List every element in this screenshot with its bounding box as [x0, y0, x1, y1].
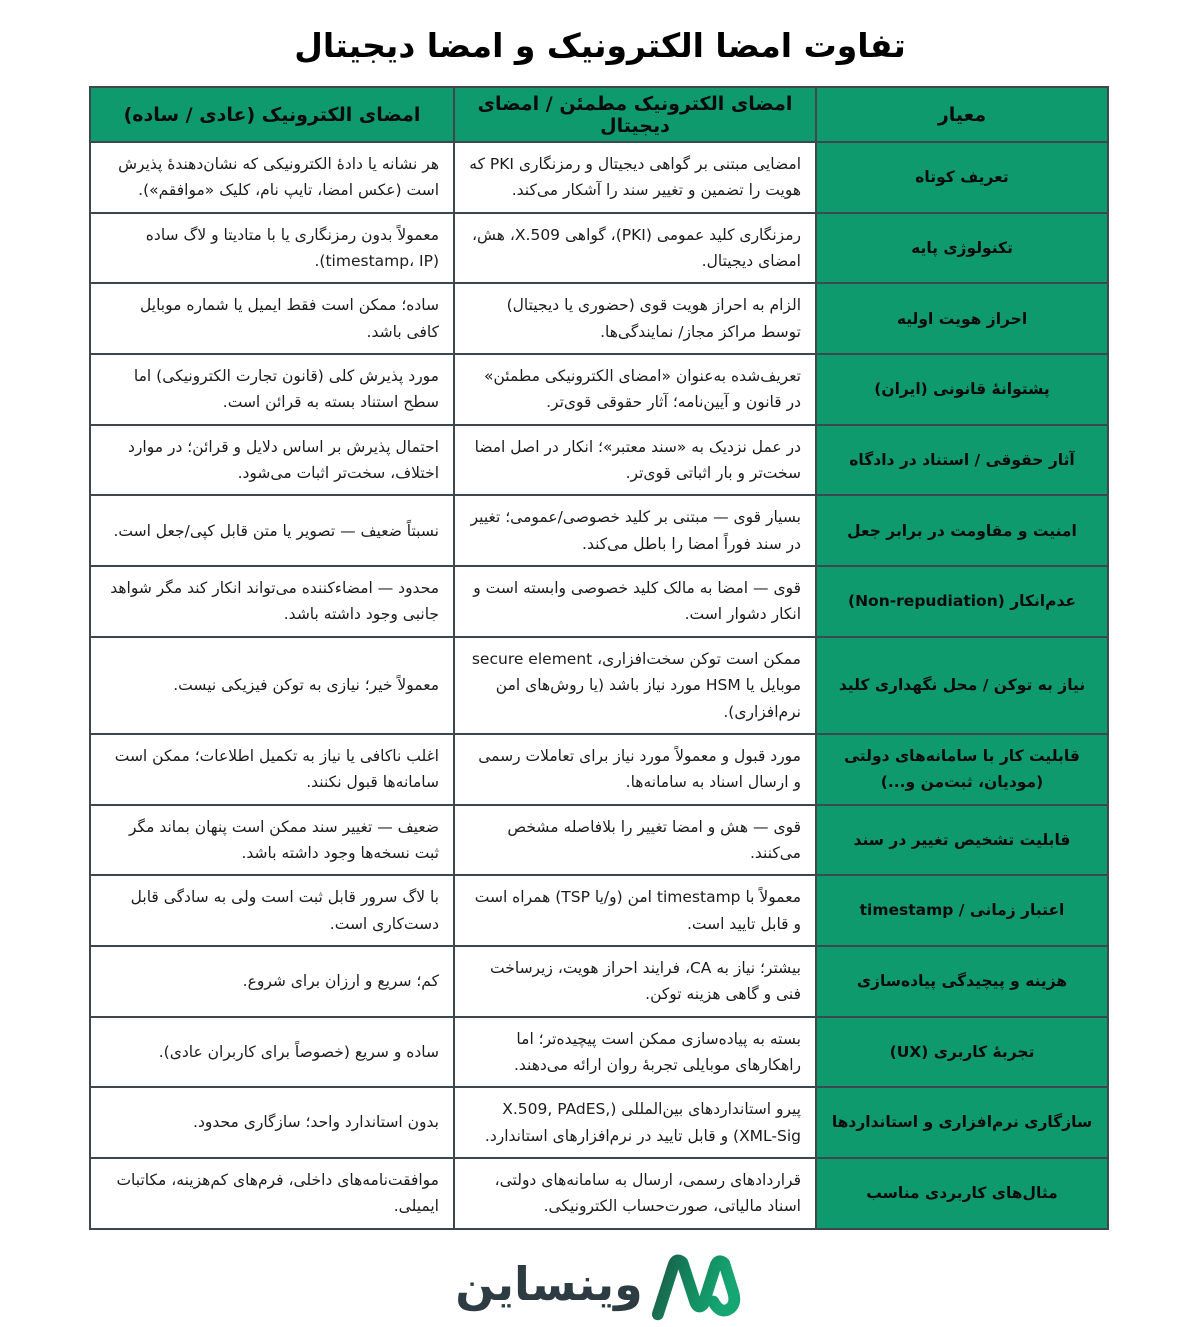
- criterion-cell: سازگاری نرم‌افزاری و استانداردها: [816, 1087, 1108, 1158]
- table-row: [90, 495, 1108, 566]
- digital-signature-cell: رمزنگاری کلید عمومی (PKI)، گواهی X.509، هش، امضای دیجیتال.: [454, 213, 816, 284]
- header-digital-signature: امضای الکترونیک مطمئن / امضای دیجیتال: [454, 87, 816, 142]
- table-row: [90, 734, 1108, 805]
- criterion-cell: تعریف کوتاه: [816, 142, 1108, 213]
- table-row: [90, 637, 1108, 734]
- simple-signature-cell: اغلب ناکافی یا نیاز به تکمیل اطلاعات؛ ممکن است سامانه‌ها قبول نکنند.: [90, 734, 454, 805]
- criterion-cell: تجربهٔ کاربری (UX): [816, 1017, 1108, 1088]
- simple-signature-cell: با لاگ سرور قابل ثبت است ولی به سادگی قابل دست‌کاری است.: [90, 875, 454, 946]
- digital-signature-cell: تعریف‌شده به‌عنوان «امضای الکترونیکی مطمئن» در قانون و آیین‌نامه؛ آثار حقوقی قوی‌تر.: [454, 354, 816, 425]
- criterion-cell: تکنولوژی پایه: [816, 213, 1108, 284]
- simple-signature-cell: معمولاً بدون رمزنگاری یا با متادیتا و لاگ ساده (timestamp، IP).: [90, 213, 454, 284]
- simple-signature-cell: ضعیف — تغییر سند ممکن است پنهان بماند مگر ثبت نسخه‌ها وجود داشته باشد.: [90, 805, 454, 876]
- simple-signature-cell: کم؛ سریع و ارزان برای شروع.: [90, 946, 454, 1017]
- table-row: [90, 142, 1108, 213]
- digital-signature-cell: معمولاً با timestamp امن (و/یا TSP) همراه است و قابل تایید است.: [454, 875, 816, 946]
- digital-signature-cell: در عمل نزدیک به «سند معتبر»؛ انکار در اصل امضا سخت‌تر و بار اثباتی قوی‌تر.: [454, 425, 816, 496]
- criterion-cell: هزینه و پیچیدگی پیاده‌سازی: [816, 946, 1108, 1017]
- digital-signature-cell: مورد قبول و معمولاً مورد نیاز برای تعاملات رسمی و ارسال اسناد به سامانه‌ها.: [454, 734, 816, 805]
- table-row: [90, 213, 1108, 284]
- criterion-cell: احراز هویت اولیه: [816, 283, 1108, 354]
- simple-signature-cell: مورد پذیرش کلی (قانون تجارت الکترونیکی) اما سطح استناد بسته به قرائن است.: [90, 354, 454, 425]
- digital-signature-cell: پیرو استانداردهای بین‌المللی (X.509, PAdES, XML-Sig) و قابل تایید در نرم‌افزارهای استاندارد.: [454, 1087, 816, 1158]
- page-title: تفاوت امضا الکترونیک و امضا دیجیتال: [294, 26, 906, 65]
- brand-footer: [0, 1247, 1200, 1327]
- digital-signature-cell: بیشتر؛ نیاز به CA، فرایند احراز هویت، زیرساخت فنی و گاهی هزینه توکن.: [454, 946, 816, 1017]
- criterion-cell: امنیت و مقاومت در برابر جعل: [816, 495, 1108, 566]
- criterion-cell: عدم‌انکار (Non-repudiation): [816, 566, 1108, 637]
- simple-signature-cell: بدون استاندارد واحد؛ سازگاری محدود.: [90, 1087, 454, 1158]
- table-row: [90, 354, 1108, 425]
- header-simple-signature: امضای الکترونیک (عادی / ساده): [90, 87, 454, 142]
- header-row: [90, 87, 1108, 142]
- digital-signature-cell: قوی — امضا به مالک کلید خصوصی وابسته است و انکار دشوار است.: [454, 566, 816, 637]
- brand-name: وینساین: [455, 1256, 643, 1311]
- comparison-table: [89, 86, 1109, 1230]
- digital-signature-cell: قراردادهای رسمی، ارسال به سامانه‌های دولتی، اسناد مالیاتی، صورت‌حساب الکترونیکی.: [454, 1158, 816, 1229]
- digital-signature-cell: بسته به پیاده‌سازی ممکن است پیچیده‌تر؛ اما راهکارهای موبایلی تجربهٔ روان ارائه می‌دهند.: [454, 1017, 816, 1088]
- simple-signature-cell: احتمال پذیرش بر اساس دلایل و قرائن؛ در موارد اختلاف، سخت‌تر اثبات می‌شود.: [90, 425, 454, 496]
- table-row: [90, 425, 1108, 496]
- criterion-cell: اعتبار زمانی / timestamp: [816, 875, 1108, 946]
- table-row: [90, 1017, 1108, 1088]
- header-criterion: معیار: [816, 87, 1108, 142]
- digital-signature-cell: قوی — هش و امضا تغییر را بلافاصله مشخص می‌کنند.: [454, 805, 816, 876]
- table-row: [90, 1158, 1108, 1229]
- comparison-table-wrapper: [91, 86, 1109, 1230]
- simple-signature-cell: نسبتاً ضعیف — تصویر یا متن قابل کپی/جعل است.: [90, 495, 454, 566]
- simple-signature-cell: موافقت‌نامه‌های داخلی، فرم‌های کم‌هزینه، مکاتبات ایمیلی.: [90, 1158, 454, 1229]
- digital-signature-cell: الزام به احراز هویت قوی (حضوری یا دیجیتال) توسط مراکز مجاز/ نمایندگی‌ها.: [454, 283, 816, 354]
- digital-signature-cell: ممکن است توکن سخت‌افزاری، secure element موبایل یا HSM مورد نیاز باشد (یا روش‌های امن نرم‌افزاری).: [454, 637, 816, 734]
- criterion-cell: قابلیت کار با سامانه‌های دولتی (مودیان، ثبت‌من و...): [816, 734, 1108, 805]
- digital-signature-cell: بسیار قوی — مبتنی بر کلید خصوصی/عمومی؛ تغییر در سند فوراً امضا را باطل می‌کند.: [454, 495, 816, 566]
- digital-signature-cell: امضایی مبتنی بر گواهی دیجیتال و رمزنگاری PKI که هویت را تضمین و تغییر سند را آشکار می‌کند.: [454, 142, 816, 213]
- table-row: [90, 946, 1108, 1017]
- criterion-cell: آثار حقوقی / استناد در دادگاه: [816, 425, 1108, 496]
- criterion-cell: مثال‌های کاربردی مناسب: [816, 1158, 1108, 1229]
- simple-signature-cell: محدود — امضاءکننده می‌تواند انکار کند مگر شواهد جانبی وجود داشته باشد.: [90, 566, 454, 637]
- table-row: [90, 283, 1108, 354]
- simple-signature-cell: معمولاً خیر؛ نیازی به توکن فیزیکی نیست.: [90, 637, 454, 734]
- simple-signature-cell: ساده؛ ممکن است فقط ایمیل یا شماره موبایل کافی باشد.: [90, 283, 454, 354]
- criterion-cell: پشتوانهٔ قانونی (ایران): [816, 354, 1108, 425]
- winsign-logo-icon: [647, 1247, 745, 1327]
- table-row: [90, 805, 1108, 876]
- simple-signature-cell: ساده و سریع (خصوصاً برای کاربران عادی).: [90, 1017, 454, 1088]
- table-row: [90, 875, 1108, 946]
- criterion-cell: نیاز به توکن / محل نگهداری کلید: [816, 637, 1108, 734]
- simple-signature-cell: هر نشانه یا دادهٔ الکترونیکی که نشان‌دهندهٔ پذیرش است (عکس امضا، تایپ نام، کلیک «موافقم»).: [90, 142, 454, 213]
- criterion-cell: قابلیت تشخیص تغییر در سند: [816, 805, 1108, 876]
- table-row: [90, 1087, 1108, 1158]
- table-row: [90, 566, 1108, 637]
